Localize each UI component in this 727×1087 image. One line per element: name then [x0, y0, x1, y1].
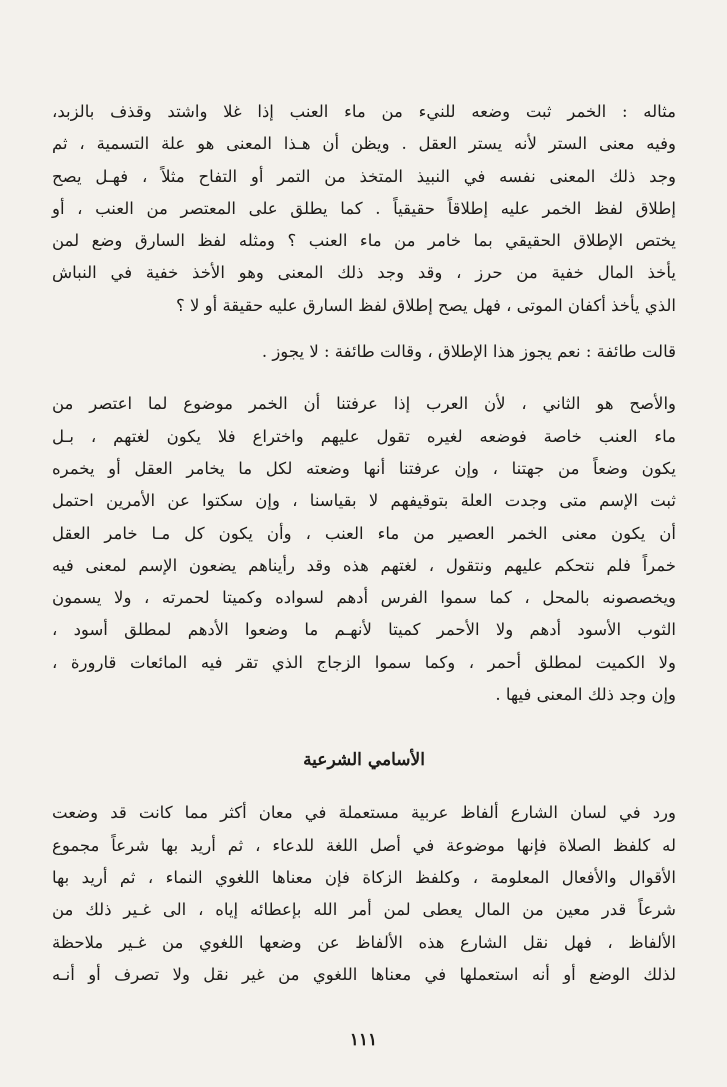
- paragraph-legal-terms: [52, 797, 676, 991]
- text-line: الألفاظ ، فهل نقل الشارع هذه الألفاظ عن وضعها اللغوي من غـير ملاحظة: [52, 932, 676, 952]
- text-line: ماء العنب خاصة فوضعه لغيره تقول عليهم واختراع فلا يكون لغتهم ، بـل: [52, 426, 676, 446]
- text-line: وجد ذلك المعنى نفسه في النبيذ المتخذ من التمر أو التفاح مثلاً ، فهـل يصح: [52, 166, 676, 186]
- paragraph-two-views: [52, 336, 676, 368]
- text-line: قالت طائفة : نعم يجوز هذا الإطلاق ، وقالت طائفة : لا يجوز .: [261, 342, 676, 362]
- page-body: [52, 96, 676, 991]
- text-line: وإن وجد ذلك المعنى فيها .: [495, 685, 676, 705]
- paragraph-example-wine: [52, 96, 676, 322]
- page-number: ١١١: [349, 1030, 378, 1050]
- text-line: خمراً فلم نتحكم عليهم ونتقول ، لغتهم هذه وقد رأيناهم يضعون الإسم لمعنى فيه: [52, 555, 676, 575]
- text-line: ثبت الإسم متى وجدت العلة بتوقيفهم لا بقياسنا ، وإن سكتوا عن الأمرين احتمل: [52, 491, 676, 511]
- text-line: الذي يأخذ أكفان الموتى ، فهل يصح إطلاق لفظ السارق عليه حقيقة أو لا ؟: [175, 295, 676, 315]
- text-line: يكون وضعاً من جهتنا ، وإن عرفتنا أنها وضعته لكل ما يخامر العقل أو يخمره: [52, 458, 676, 478]
- text-line: ورد في لسان الشارع ألفاظ عربية مستعملة في معان أكثر مما كانت قد وضعت: [52, 803, 676, 823]
- text-line: أن يكون معنى الخمر العصير من ماء العنب ، وأن يكون كل مـا خامر العقل: [52, 523, 676, 543]
- text-line: ولا الكميت لمطلق أحمر ، وكما سموا الزجاج الذي تقر فيه المائعات قارورة ،: [52, 652, 676, 672]
- text-line: والأصح هو الثاني ، لأن العرب إذا عرفتنا أن الخمر موضوع لما اعتصر من: [52, 394, 676, 414]
- text-line: يأخذ المال خفية من حرز ، وقد وجد ذلك المعنى وهو الأخذ خفية في النباش: [52, 263, 676, 283]
- text-line: وفيه معنى الستر لأنه يستر العقل . ويظن أن هـذا المعنى هو علة التسمية ، ثم: [52, 134, 676, 154]
- text-line: الأقوال والأفعال المعلومة ، وكلفظ الزكاة فإن معناها اللغوي النماء ، ثم أريد بها: [52, 867, 676, 887]
- text-line: يختص الإطلاق الحقيقي بما خامر من ماء العنب ؟ ومثله لفظ السارق وضع لمن: [52, 231, 676, 251]
- text-line: شرعاً قدر معين من المال يعطى لمن أمر الله بإعطائه إياه ، الى غـير ذلك من: [52, 900, 676, 920]
- paragraph-preferred-view: [52, 388, 676, 711]
- text-line: الثوب الأسود أدهم ولا الأحمر كميتا لأنهـم ما وضعوا الأدهم لمطلق أسود ،: [52, 620, 676, 640]
- text-line: مثاله : الخمر ثبت وضعه للنيء من ماء العنب إذا غلا واشتد وقذف بالزبد،: [52, 102, 676, 121]
- text-line: لذلك الوضع أو أنه استعملها في معناها اللغوي من غير نقل ولا تصرف أو أنـه: [52, 964, 676, 984]
- text-line: إطلاق لفظ الخمر عليه إطلاقاً حقيقياً . كما يطلق على المعتصر من العنب ، أو: [52, 198, 676, 218]
- section-heading: الأسامي الشرعية: [303, 750, 425, 771]
- text-line: له كلفظ الصلاة فإنها موضوعة في أصل اللغة للدعاء ، ثم أريد بها شرعاً مجموع: [52, 835, 676, 855]
- text-line: ويخصصونه بالمحل ، كما سموا الفرس أدهم لسواده وكميتا لحمرته ، ولا يسمون: [52, 588, 676, 608]
